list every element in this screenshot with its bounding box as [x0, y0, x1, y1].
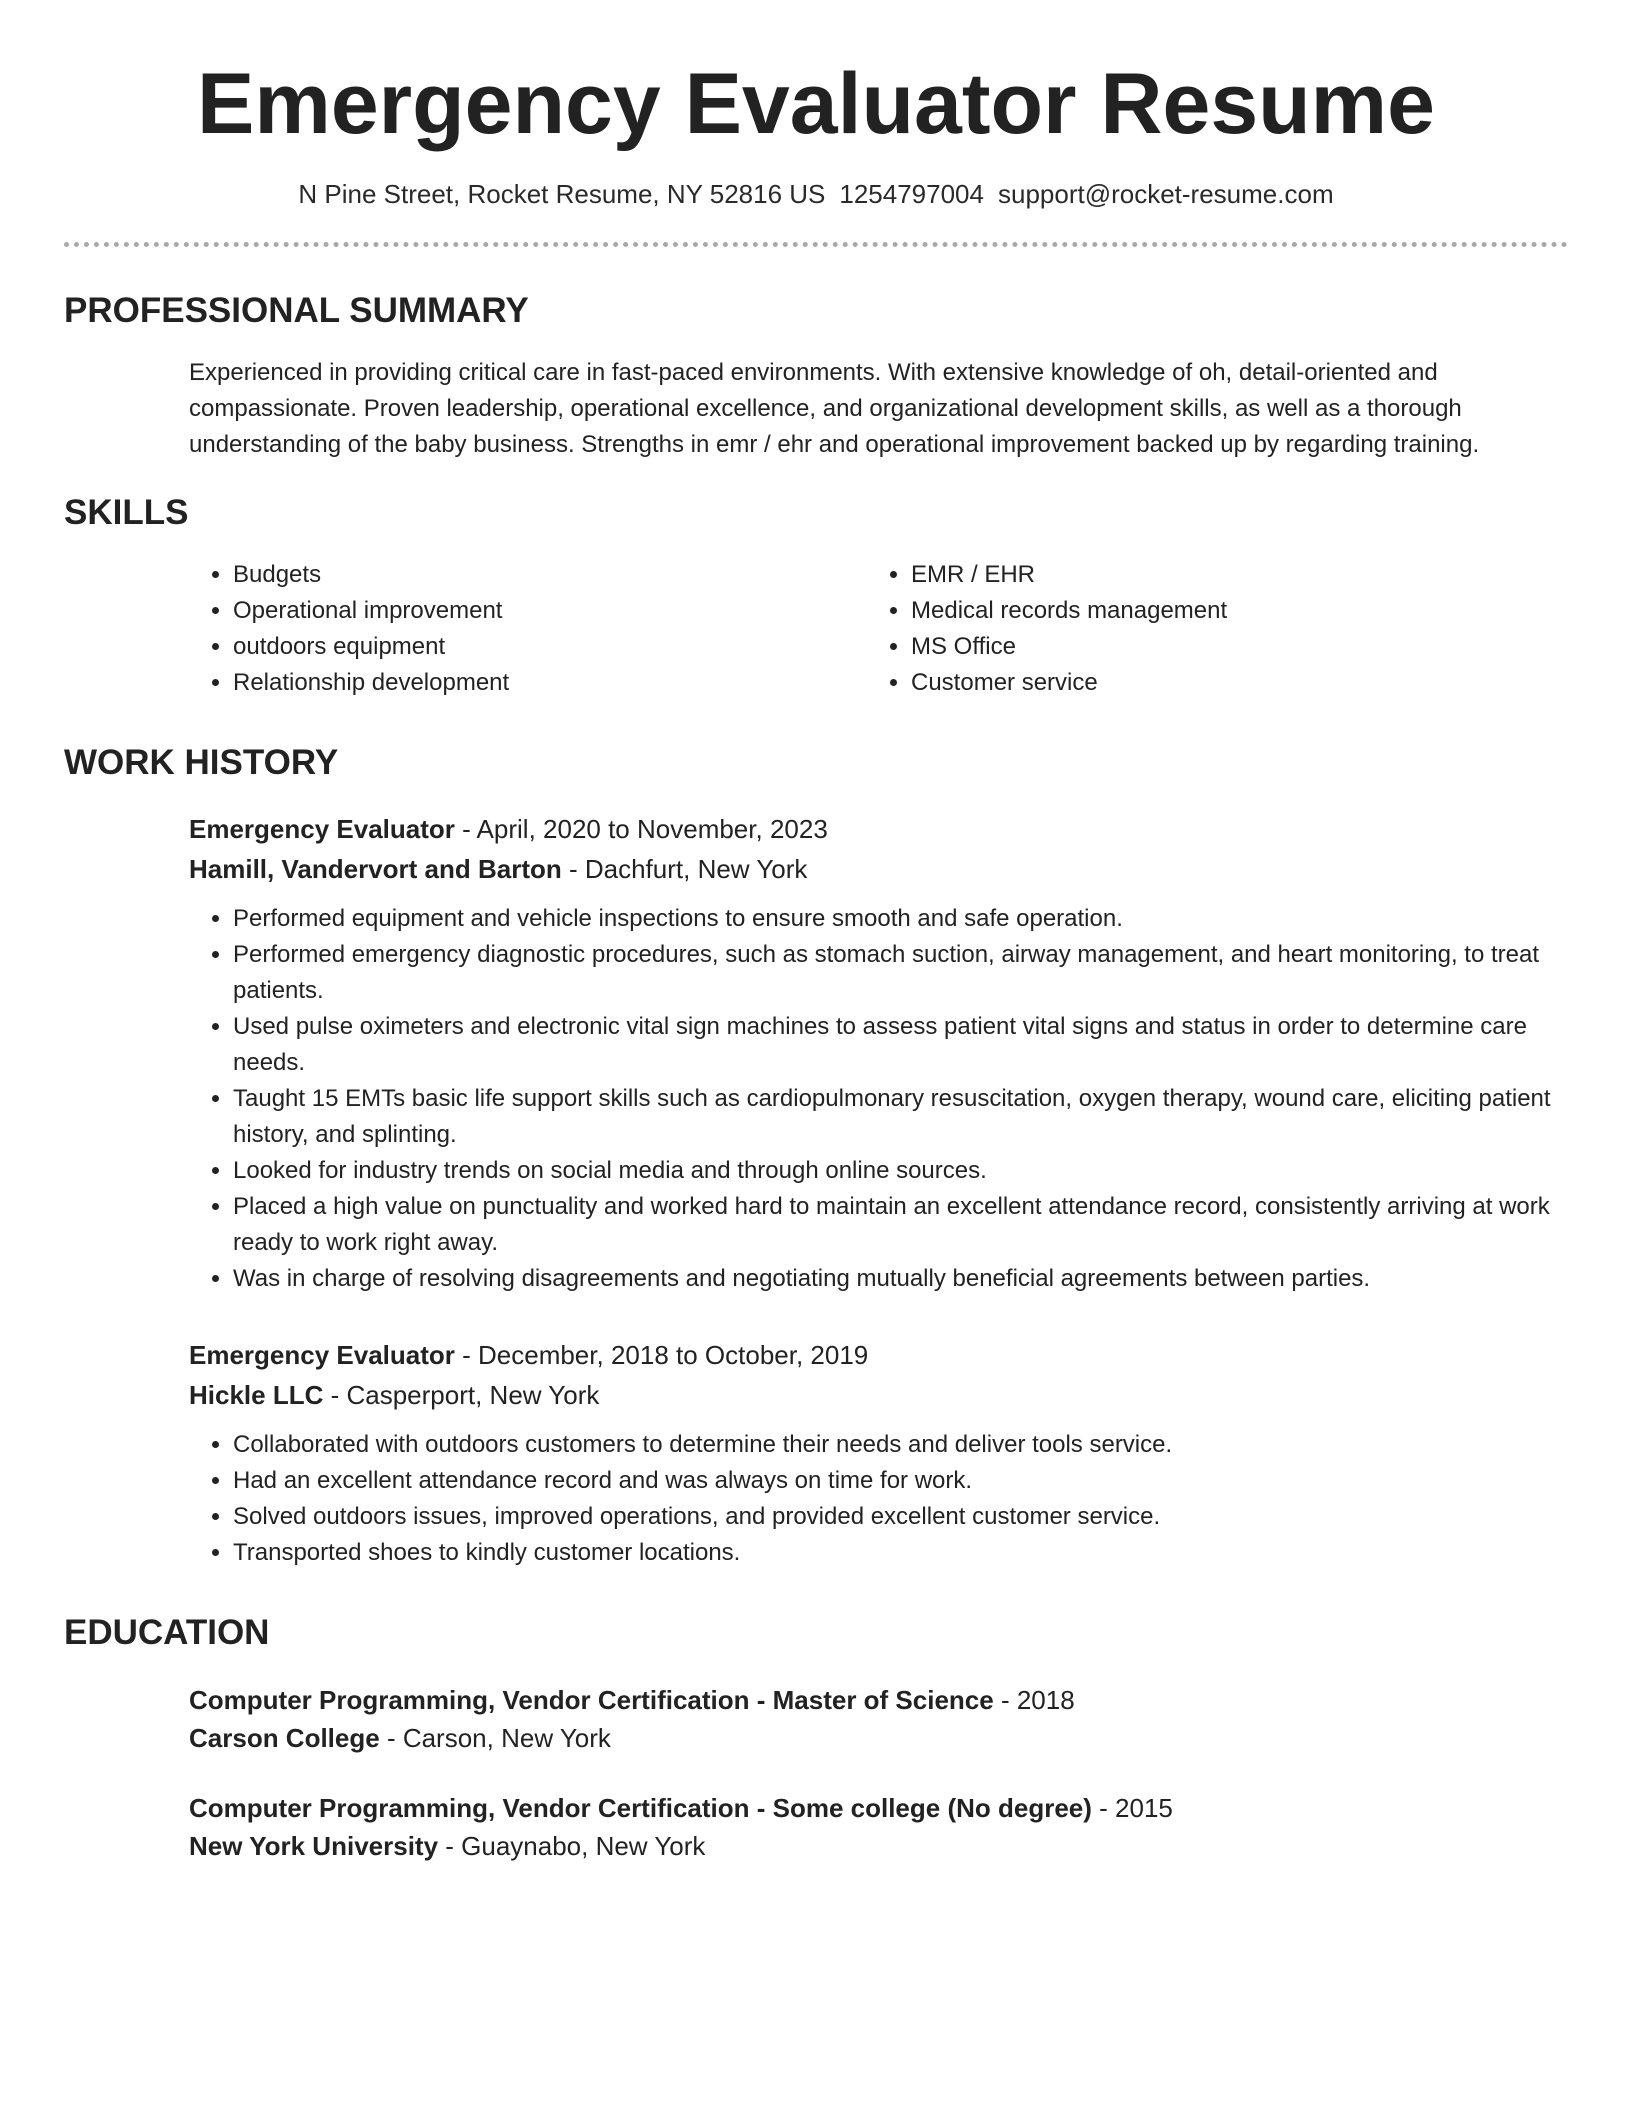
- education-degree-line: [189, 1789, 1568, 1827]
- header-divider: [64, 242, 1568, 247]
- skill-item: • Budgets: [233, 557, 867, 593]
- job-title: Emergency Evaluator: [189, 814, 455, 844]
- job-bullet-list: [189, 901, 1603, 1297]
- education-school-line: [189, 1719, 1568, 1757]
- skill-item: • outdoors equipment: [233, 629, 867, 665]
- job-bullet: • Performed emergency diagnostic procedures, such as stomach suction, airway management, and heart monitoring, to treat patients.: [233, 937, 1603, 1009]
- education-year: - 2018: [993, 1685, 1075, 1715]
- contact-line: [64, 176, 1568, 212]
- job-dates: - December, 2018 to October, 2019: [454, 1340, 869, 1370]
- section-title-summary: PROFESSIONAL SUMMARY: [64, 291, 529, 330]
- job-bullet: • Transported shoes to kindly customer locations.: [233, 1535, 1603, 1571]
- education-school: New York University: [189, 1831, 439, 1861]
- resume-title: Emergency Evaluator Resume: [197, 56, 1435, 152]
- job-bullet: • Had an excellent attendance record and was always on time for work.: [233, 1463, 1603, 1499]
- education-location: - Guaynabo, New York: [438, 1831, 706, 1861]
- section-title-work-history: WORK HISTORY: [64, 743, 339, 782]
- education-degree: Computer Programming, Vendor Certification - Master of Science: [189, 1685, 994, 1715]
- job-bullet: • Looked for industry trends on social media and through online sources.: [233, 1153, 1603, 1189]
- job-company: Hamill, Vandervort and Barton: [189, 854, 562, 884]
- education-school-line: [189, 1827, 1568, 1865]
- skill-item: • Relationship development: [233, 665, 867, 701]
- contact-address: N Pine Street, Rocket Resume, NY 52816 US: [298, 179, 826, 209]
- job-company-line: [189, 1375, 1568, 1415]
- skill-item: • Operational improvement: [233, 593, 867, 629]
- education-school: Carson College: [189, 1723, 380, 1753]
- job-bullet: • Performed equipment and vehicle inspections to ensure smooth and safe operation.: [233, 901, 1603, 937]
- contact-phone: 1254797004: [839, 179, 984, 209]
- job-bullet: • Placed a high value on punctuality and worked hard to maintain an excellent attendance record, consistently arriving at work ready to work right away.: [233, 1189, 1603, 1261]
- skill-item: • MS Office: [911, 629, 1545, 665]
- job-bullet-list: [189, 1427, 1603, 1571]
- skills-column-left: [189, 557, 867, 701]
- job-title: Emergency Evaluator: [189, 1340, 455, 1370]
- section-title-skills: SKILLS: [64, 493, 189, 532]
- job-entry: [189, 1335, 1568, 1571]
- job-title-line: [189, 1335, 1568, 1375]
- education-degree-line: [189, 1681, 1568, 1719]
- education-degree: Computer Programming, Vendor Certification - Some college (No degree): [189, 1793, 1092, 1823]
- job-title-line: [189, 809, 1568, 849]
- job-location: - Dachfurt, New York: [561, 854, 808, 884]
- skills-column-right: [867, 557, 1545, 701]
- job-company: Hickle LLC: [189, 1380, 324, 1410]
- education-year: - 2015: [1091, 1793, 1173, 1823]
- education-location: - Carson, New York: [379, 1723, 611, 1753]
- job-location: - Casperport, New York: [323, 1380, 600, 1410]
- section-title-education: EDUCATION: [64, 1613, 270, 1652]
- job-bullet: • Taught 15 EMTs basic life support skills such as cardiopulmonary resuscitation, oxygen therapy, wound care, eliciting patient history, and splinting.: [233, 1081, 1603, 1153]
- skill-item: • Medical records management: [911, 593, 1545, 629]
- education-entry: [189, 1681, 1568, 1757]
- summary-text: Experienced in providing critical care in fast-paced environments. With extensive knowledge of oh, detail-oriented and compassionate. Proven leadership, operational excellence, and organizational development skills, as well as a thorough understanding of the baby business. Strengths in emr / ehr and operational improvement backed up by regarding training.: [189, 359, 1480, 458]
- contact-email: support@rocket-resume.com: [997, 179, 1334, 209]
- job-company-line: [189, 849, 1568, 889]
- skill-item: • EMR / EHR: [911, 557, 1545, 593]
- job-entry: [189, 809, 1568, 1297]
- skill-item: • Customer service: [911, 665, 1545, 701]
- job-bullet: • Solved outdoors issues, improved operations, and provided excellent customer service.: [233, 1499, 1603, 1535]
- job-bullet: • Collaborated with outdoors customers to determine their needs and deliver tools service.: [233, 1427, 1603, 1463]
- job-bullet: • Was in charge of resolving disagreements and negotiating mutually beneficial agreements between parties.: [233, 1261, 1603, 1297]
- job-bullet: • Used pulse oximeters and electronic vital sign machines to assess patient vital signs and status in order to determine care needs.: [233, 1009, 1603, 1081]
- job-dates: - April, 2020 to November, 2023: [454, 814, 828, 844]
- skills-grid: [189, 557, 1568, 701]
- education-entry: [189, 1789, 1568, 1865]
